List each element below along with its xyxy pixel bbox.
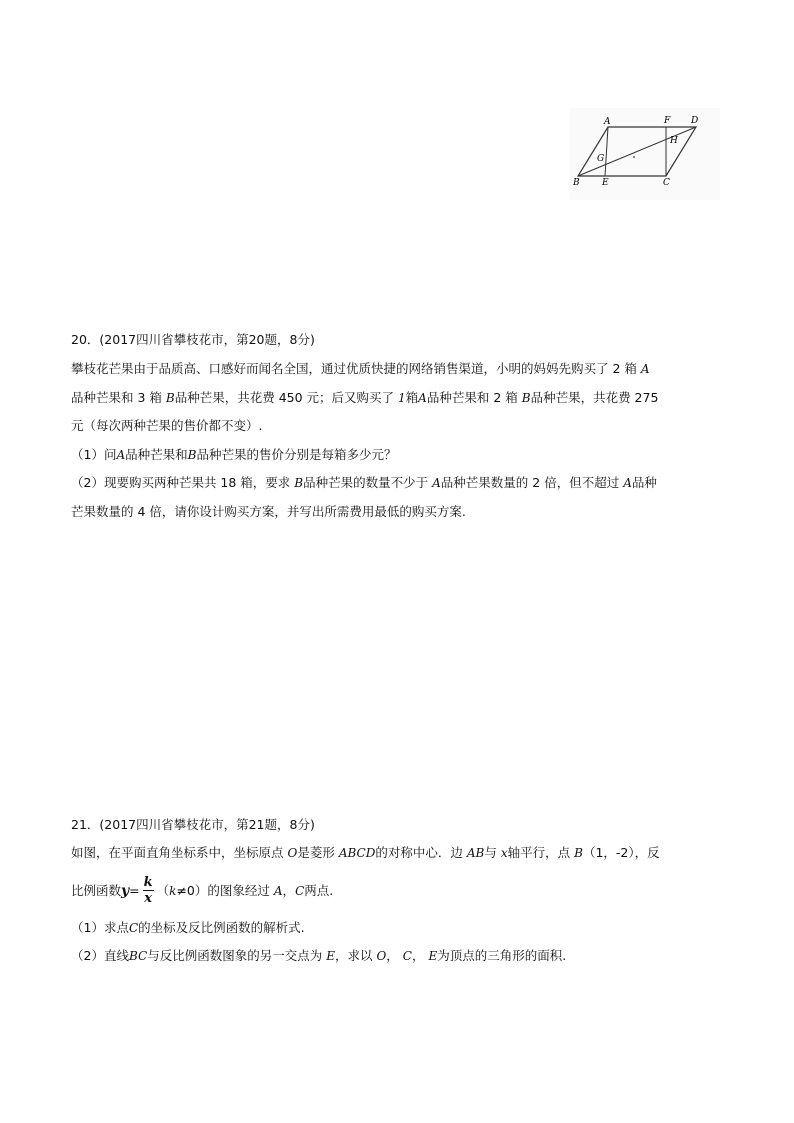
text: 比例函数 bbox=[71, 882, 122, 898]
label-d: D bbox=[691, 116, 699, 126]
var: A bbox=[640, 362, 650, 376]
var: O bbox=[287, 846, 298, 860]
var: O bbox=[376, 949, 387, 963]
text: 品种芒果，共花费 450 元；后又购买了 bbox=[174, 389, 395, 405]
var: A bbox=[116, 447, 126, 462]
var: B bbox=[294, 476, 304, 490]
text: 与 bbox=[484, 845, 497, 860]
var: A bbox=[623, 476, 632, 490]
text: （1）问 bbox=[71, 446, 117, 462]
text: 品种芒果，共花费 275 bbox=[530, 389, 659, 405]
text: 的坐标及反比例函数的解析式. bbox=[138, 919, 305, 935]
text: ≠0）的图象经过 bbox=[176, 882, 270, 898]
question-20-line-2 bbox=[71, 384, 721, 413]
text: 品种芒果和 3 箱 bbox=[71, 389, 162, 405]
text: ， bbox=[282, 882, 296, 898]
text: 两点. bbox=[304, 882, 334, 898]
var: B bbox=[521, 390, 531, 405]
var: AB bbox=[466, 846, 485, 860]
text: 品种 bbox=[631, 475, 657, 490]
text: 品种芒果的数量不少于 bbox=[303, 475, 429, 490]
text: ， bbox=[411, 948, 425, 963]
fraction-numerator: k bbox=[143, 875, 153, 890]
var: E bbox=[326, 949, 335, 963]
text: （1，-2），反 bbox=[582, 845, 660, 860]
var: C bbox=[295, 883, 305, 898]
question-20-part-2-cont: 芒果数量的 4 倍，请你设计购买方案，并写出所需费用最低的购买方案. bbox=[71, 503, 466, 519]
question-20-line-3: 元（每次两种芒果的售价都不变）. bbox=[71, 418, 263, 433]
label-g: G bbox=[597, 154, 605, 164]
text: （1）求点 bbox=[71, 919, 129, 935]
var: C bbox=[402, 949, 412, 963]
question-20-part-1 bbox=[71, 441, 721, 470]
text: 为顶点的三角形的面积. bbox=[437, 948, 567, 963]
text: ，求以 bbox=[334, 948, 373, 963]
text: 的对称中心．边 bbox=[375, 845, 463, 860]
label-b: B bbox=[573, 178, 580, 188]
var: k bbox=[169, 883, 177, 898]
text: 箱 bbox=[405, 389, 419, 405]
question-20-header: 20．(2017四川省攀枝花市，第20题，8分) bbox=[71, 332, 315, 347]
formula-equals: = bbox=[129, 882, 140, 898]
question-20-part-2 bbox=[71, 469, 721, 498]
parallelogram-diagram bbox=[570, 108, 720, 200]
text: 品种芒果和 bbox=[125, 446, 188, 462]
question-21-line-2 bbox=[71, 868, 721, 914]
var: C bbox=[128, 920, 139, 935]
text: （ bbox=[156, 882, 170, 898]
var: BC bbox=[128, 949, 148, 963]
text: （2）直线 bbox=[71, 948, 129, 963]
label-f: F bbox=[664, 116, 671, 126]
label-c: C bbox=[663, 178, 670, 188]
text: 品种芒果的售价分别是每箱多少元？ bbox=[196, 446, 397, 462]
question-21-header: 21．(2017四川省攀枝花市，第21题，8分) bbox=[71, 817, 315, 832]
var: x bbox=[500, 846, 508, 860]
label-h: H bbox=[670, 136, 678, 146]
parallelogram-figure bbox=[570, 108, 720, 200]
var: A bbox=[418, 390, 427, 405]
text: 品种芒果数量的 2 倍，但不超过 bbox=[440, 475, 620, 490]
text: 轴平行，点 bbox=[507, 845, 571, 860]
fraction-denominator: x bbox=[144, 891, 153, 906]
var: ABCD bbox=[338, 846, 376, 860]
var: A bbox=[432, 476, 441, 490]
question-21-part-1 bbox=[71, 914, 721, 943]
text: 是菱形 bbox=[297, 845, 335, 860]
question-20 bbox=[71, 330, 721, 526]
var: 1 bbox=[398, 390, 406, 405]
question-20-line-1 bbox=[71, 355, 721, 384]
var: E bbox=[428, 949, 438, 963]
var: A bbox=[273, 883, 283, 898]
text: ， bbox=[386, 948, 399, 963]
text: （2）现要购买两种芒果共 18 箱，要求 bbox=[71, 475, 291, 490]
question-21-line-1 bbox=[71, 839, 721, 868]
var: B bbox=[165, 390, 175, 405]
formula-fraction bbox=[143, 876, 154, 905]
question-21 bbox=[71, 815, 721, 971]
text: 攀枝花芒果由于品质高、口感好而闻名全国，通过优质快捷的网络销售渠道，小明的妈妈先购买了 2 箱 bbox=[71, 361, 637, 376]
text: 与反比例函数图象的另一交点为 bbox=[147, 948, 323, 963]
label-e: E bbox=[602, 178, 609, 188]
text: 如图，在平面直角坐标系中，坐标原点 bbox=[71, 845, 284, 860]
var: B bbox=[574, 846, 583, 860]
label-a: A bbox=[604, 117, 611, 127]
center-dot bbox=[633, 156, 635, 158]
text: 品种芒果和 2 箱 bbox=[426, 389, 518, 405]
formula-y: y bbox=[121, 882, 130, 899]
question-21-part-2 bbox=[71, 942, 721, 971]
var: B bbox=[187, 447, 197, 462]
